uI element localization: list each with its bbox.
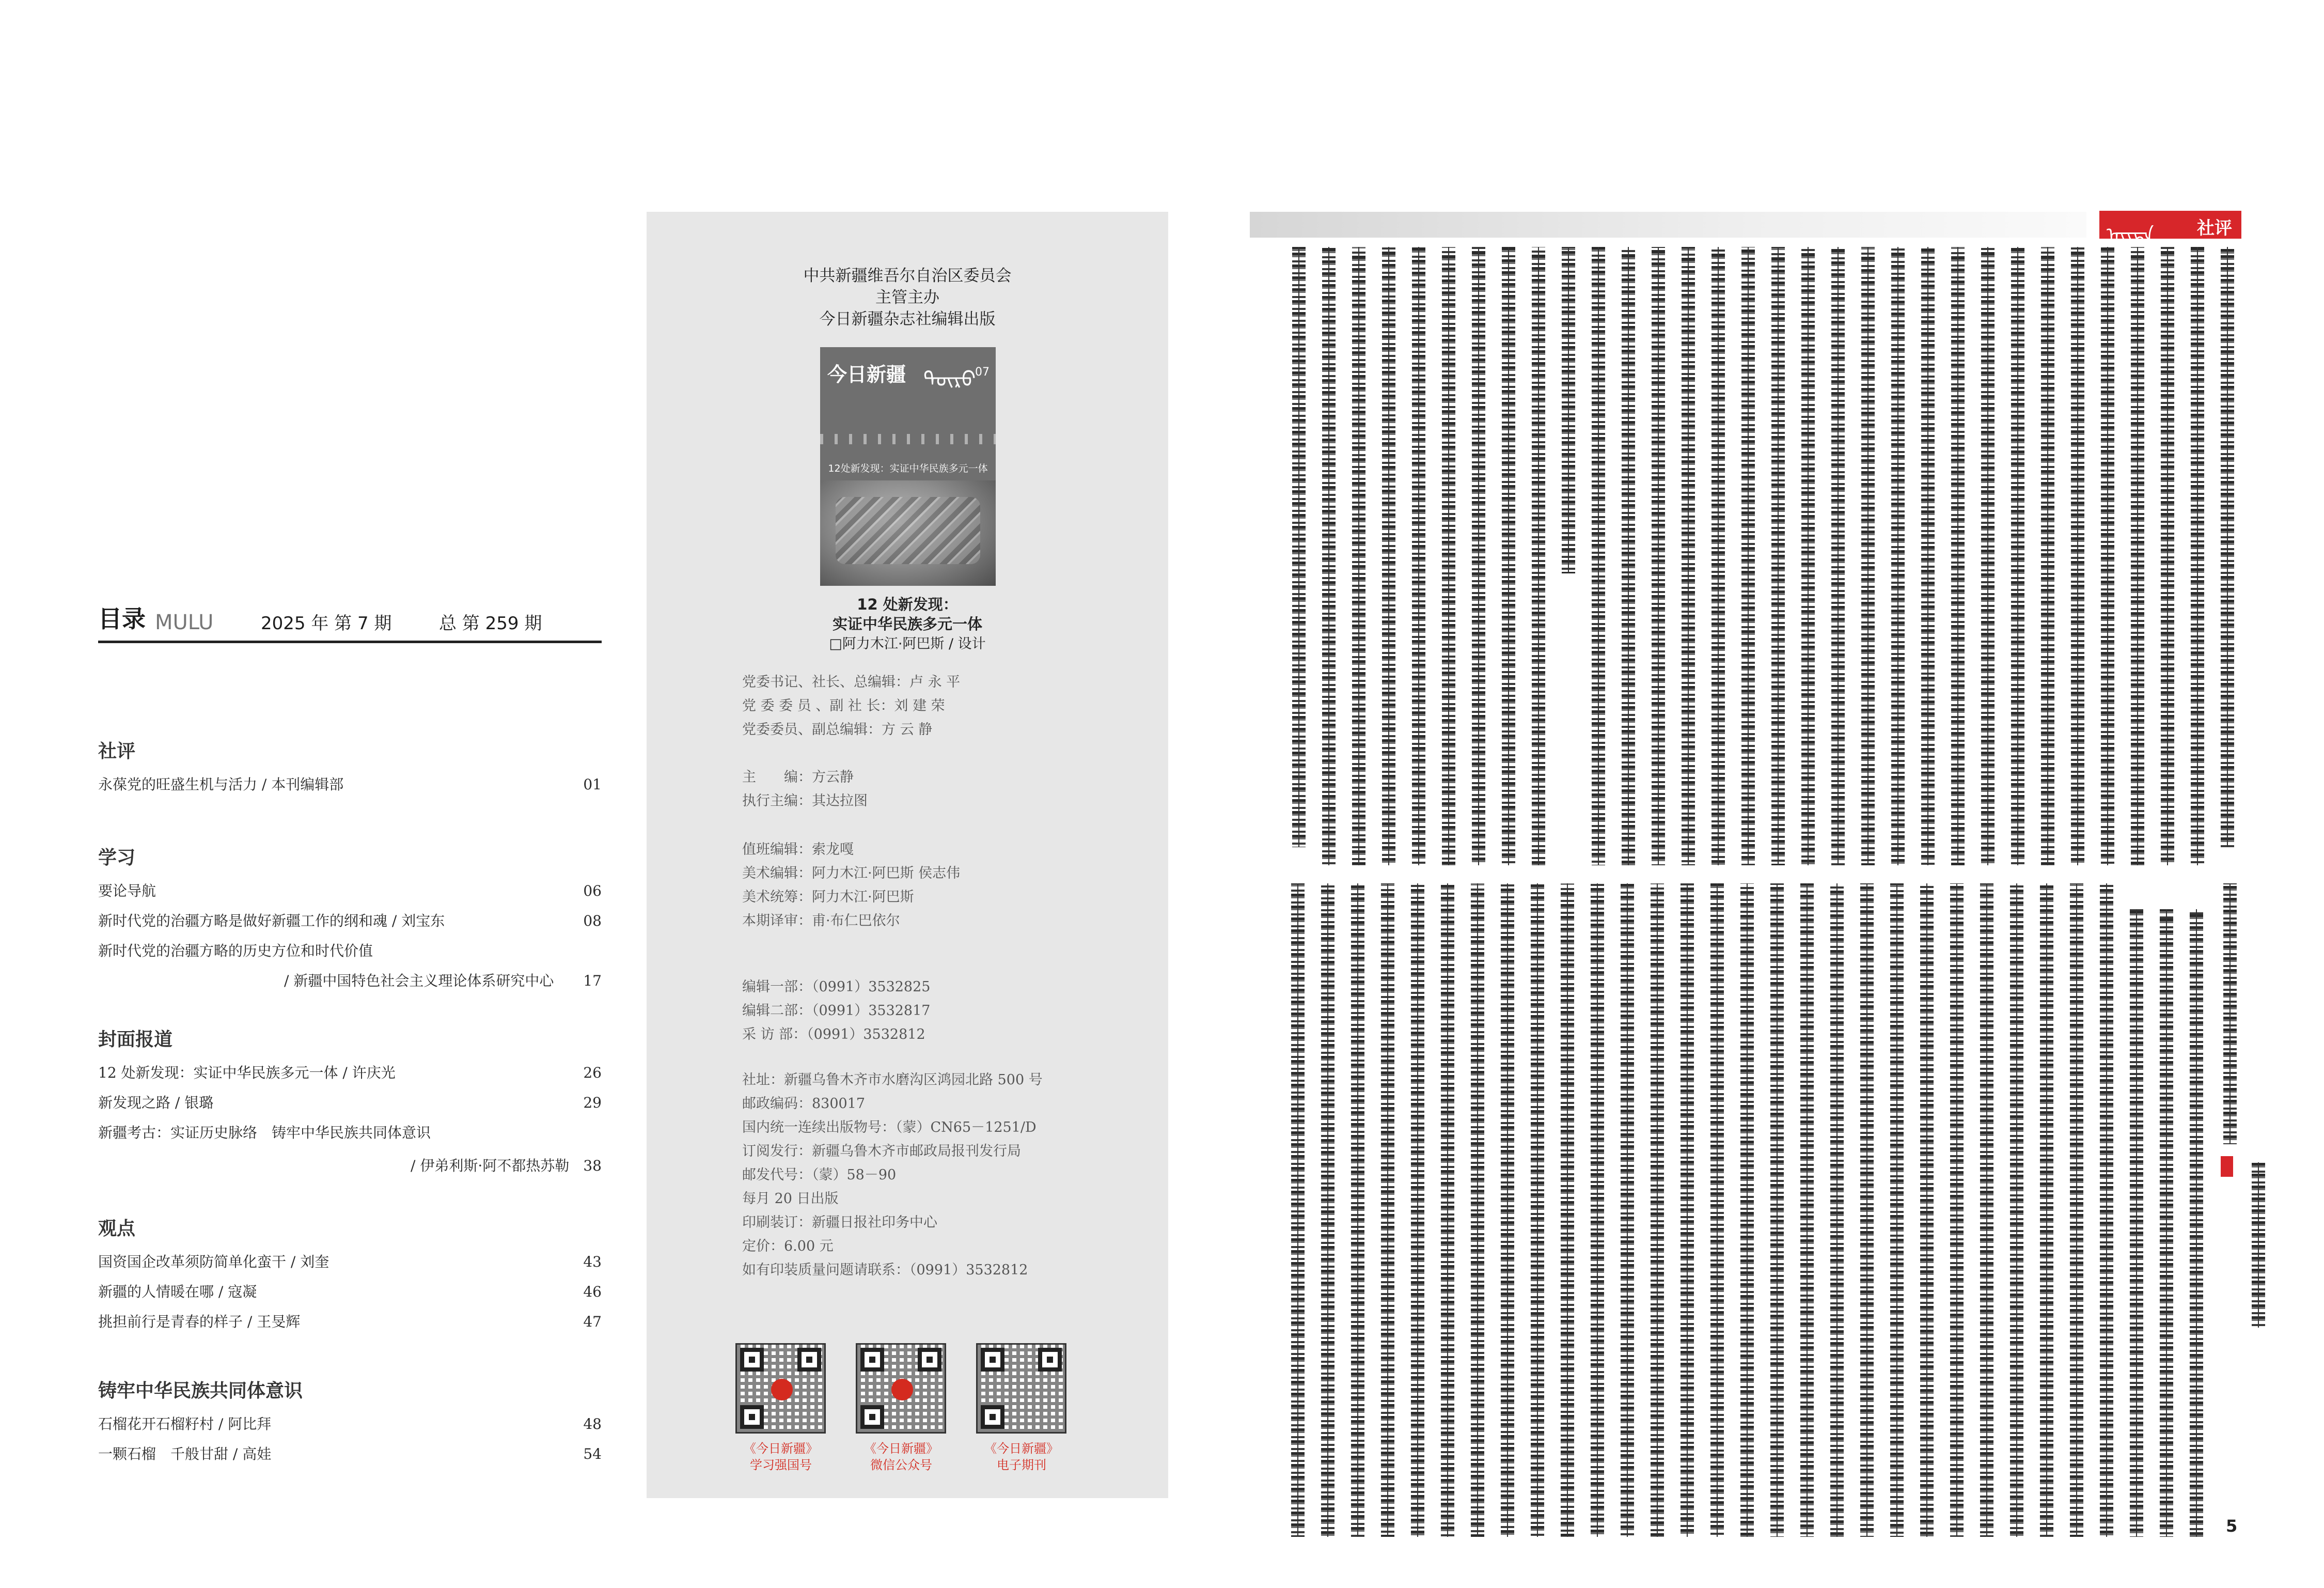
cover-headline: 12处新发现：实证中华民族多元一体: [828, 463, 988, 474]
toc-entry[interactable]: 永葆党的旺盛生机与活力 / 本刊编辑部 01: [98, 770, 602, 800]
text-column: [2252, 1162, 2265, 1328]
text-column: [1710, 883, 1724, 1537]
staff-line: 编辑一部：（0991）3532825: [742, 979, 931, 995]
toc-section: [98, 1373, 602, 1469]
masthead-panel: [647, 212, 1168, 1498]
qr-caption: 《今日新疆》 学习强国号: [744, 1441, 818, 1472]
page-ref: 08: [583, 912, 602, 929]
text-column: [1682, 247, 1695, 865]
staff-line: 印刷装订：新疆日报社印务中心: [742, 1215, 937, 1231]
text-column: [1381, 883, 1394, 1537]
cover-caption-line: 实证中华民族多元一体: [832, 615, 982, 633]
section-badge-mongolian: ᠨᠡᠶᠢᠲᠡ: [2107, 224, 2154, 245]
text-column: [1801, 247, 1815, 865]
text-column: [1502, 247, 1515, 865]
text-column: [1980, 883, 1993, 1537]
issue-number: 2025 年 第 7 期: [261, 613, 392, 634]
page-ref: 17: [583, 972, 602, 989]
toc-section: [98, 840, 602, 996]
cover-script-band: [820, 434, 996, 444]
toc-entry[interactable]: 12 处新发现：实证中华民族多元一体 / 许庆光 26: [98, 1058, 602, 1088]
toc-title-latin: MULU: [155, 611, 214, 634]
text-column: [1771, 247, 1785, 865]
toc-entry[interactable]: 新疆考古：实证历史脉络 铸牢中华民族共同体意识: [98, 1124, 431, 1141]
text-column: [1891, 247, 1905, 865]
staff-line: 本期译审：甫·布仁巴依尔: [742, 913, 900, 929]
toc-title: 目录: [98, 605, 146, 633]
staff-line: 执行主编：其达拉图: [742, 793, 868, 809]
page-ref: 54: [583, 1445, 602, 1462]
toc-entry[interactable]: / 新疆中国特色社会主义理论体系研究中心 17: [98, 966, 602, 996]
text-column: [2130, 909, 2143, 1537]
section-title: 铸牢中华民族共同体意识: [98, 1380, 303, 1402]
cover-ruins-texture: [836, 497, 980, 564]
text-column: [1651, 883, 1664, 1537]
total-issue-number: 总 第 259 期: [439, 613, 542, 634]
staff-line: 主 编：方云静: [742, 769, 854, 785]
text-column: [1622, 247, 1635, 865]
staff-line: 国内统一连续出版物号：（蒙）CN65－1251/D: [742, 1119, 1037, 1135]
staff-line: 党 委 委 员 、副 社 长：刘 建 荣: [742, 698, 945, 714]
toc-section: [98, 734, 602, 800]
text-column: [2161, 247, 2174, 865]
cover-thumbnail[interactable]: [820, 347, 996, 586]
staff-line: 编辑二部：（0991）3532817: [742, 1003, 931, 1019]
text-column: [1861, 247, 1875, 865]
toc-section: [98, 1211, 602, 1337]
cover-designer: □阿力木江·阿巴斯 / 设计: [829, 636, 986, 652]
page-ref: 29: [583, 1094, 602, 1111]
page-ref: 26: [583, 1064, 602, 1081]
text-column: [1472, 247, 1485, 865]
text-column: [1441, 883, 1454, 1537]
text-column: [1800, 883, 1814, 1537]
text-column: [1951, 247, 1965, 865]
page-ref: 48: [583, 1415, 602, 1433]
text-column: [2041, 247, 2054, 865]
text-column: [2131, 247, 2144, 865]
text-column: [1981, 247, 1995, 865]
staff-line: 定价：6.00 元: [742, 1238, 834, 1254]
text-column: [2101, 247, 2114, 865]
toc-entry[interactable]: 挑担前行是青春的样子 / 王旻辉 47: [98, 1307, 602, 1337]
text-column: [1652, 247, 1665, 865]
section-title: 封面报道: [98, 1029, 173, 1050]
publisher-line: 主管主办: [875, 288, 939, 307]
header-rule: [1250, 212, 2086, 238]
text-column: [1321, 883, 1334, 1537]
staff-line: 订阅发行：新疆乌鲁木齐市邮政局报刊发行局: [742, 1143, 1021, 1159]
text-column: [1831, 247, 1845, 865]
text-column: [1920, 883, 1934, 1537]
cover-caption-line: 12 处新发现：: [857, 596, 958, 613]
text-column: [1442, 247, 1455, 865]
table-of-contents: [98, 602, 602, 1469]
cover-logo: 今日新疆: [827, 363, 906, 386]
text-column: [2221, 247, 2234, 847]
qr-code-wechat[interactable]: [856, 1343, 946, 1434]
text-column: [2010, 883, 2023, 1537]
section-title: 社评: [98, 741, 136, 762]
title-marker: [2221, 1156, 2233, 1177]
text-column: [1532, 247, 1545, 865]
toc-entry[interactable]: 新时代党的治疆方略是做好新疆工作的纲和魂 / 刘宝东 08: [98, 906, 602, 936]
text-column: [1950, 883, 1964, 1537]
text-column: [1562, 247, 1575, 573]
text-column: [1591, 883, 1604, 1537]
staff-line: 美术统筹：阿力木江·阿巴斯: [742, 889, 914, 905]
qr-caption: 《今日新疆》 微信公众号: [864, 1441, 938, 1472]
text-column: [1921, 247, 1935, 865]
toc-entry[interactable]: 新时代党的治疆方略的历史方位和时代价值: [98, 942, 373, 959]
toc-section: [98, 1022, 602, 1181]
page-ref: 47: [583, 1313, 602, 1330]
toc-entry[interactable]: 新疆的人情暖在哪 / 寇凝 46: [98, 1277, 602, 1307]
staff-line: 党委委员、副总编辑：方 云 静: [742, 722, 933, 738]
qr-caption: 《今日新疆》 电子期刊: [984, 1441, 1059, 1472]
page-ref: 06: [583, 882, 602, 899]
text-column: [1322, 247, 1336, 865]
toc-entry[interactable]: / 伊弟利斯·阿不都热苏勒 38: [98, 1151, 602, 1181]
toc-entry[interactable]: 新发现之路 / 银璐 29: [98, 1088, 602, 1118]
text-column: [1382, 247, 1395, 865]
text-column: [2040, 883, 2053, 1537]
staff-line: 值班编辑：索龙嘎: [742, 842, 854, 858]
staff-line: 每月 20 日出版: [742, 1191, 839, 1207]
toc-entry[interactable]: 石榴花开石榴籽村 / 阿比拜 48: [98, 1409, 602, 1439]
staff-line: 党委书记、社长、总编辑：卢 永 平: [742, 674, 961, 690]
page-ref: 46: [583, 1283, 602, 1300]
text-column: [1292, 247, 1306, 847]
toc-entry[interactable]: 一颗石榴 千般甘甜 / 高娃 54: [98, 1439, 602, 1469]
text-column: [1561, 883, 1574, 1537]
toc-header: [98, 602, 602, 643]
section-badge: [2099, 211, 2241, 245]
page-ref: 43: [583, 1253, 602, 1270]
publisher-line: 今日新疆杂志社编辑出版: [819, 310, 996, 329]
qr-code-ejournal[interactable]: [976, 1343, 1066, 1434]
text-column: [2190, 909, 2203, 1537]
page-number: 5: [2226, 1516, 2238, 1536]
text-column: [1621, 883, 1634, 1537]
text-column: [1711, 247, 1725, 865]
publisher-line: 中共新疆维吾尔自治区委员会: [803, 267, 1012, 285]
text-column: [2160, 909, 2173, 1537]
text-column: [2071, 247, 2084, 865]
text-column: [1890, 883, 1904, 1537]
cover-logo-mongolian: ᠲᠥᠷᠦ: [923, 368, 976, 392]
text-column: [2011, 247, 2024, 865]
text-column: [1291, 883, 1305, 1537]
section-title: 观点: [98, 1218, 136, 1239]
text-column: [1501, 883, 1514, 1537]
text-column: [1830, 883, 1844, 1537]
text-column: [1741, 247, 1755, 865]
staff-line: 邮政编码：830017: [742, 1096, 866, 1112]
text-column: [1592, 247, 1605, 865]
qr-code-xuexi[interactable]: [735, 1343, 826, 1434]
text-column: [2223, 883, 2237, 1144]
staff-line: 社址：新疆乌鲁木齐市水磨沟区鸿园北路 500 号: [742, 1072, 1043, 1088]
text-column: [2070, 883, 2083, 1537]
text-column: [1471, 883, 1484, 1537]
text-column: [1411, 883, 1424, 1537]
staff-line: 美术编辑：阿力木江·阿巴斯 侯志伟: [742, 865, 961, 881]
text-column: [1740, 883, 1754, 1537]
text-column: [1352, 247, 1365, 865]
text-column: [1351, 883, 1364, 1537]
text-column: [1681, 883, 1694, 1537]
section-title: 学习: [98, 847, 136, 868]
text-column: [1531, 883, 1544, 1537]
text-column: [1770, 883, 1784, 1537]
page-ref: 01: [583, 776, 602, 793]
staff-line: 采 访 部：（0991）3532812: [742, 1026, 925, 1042]
staff-line: 邮发代号：（蒙）58－90: [742, 1167, 897, 1183]
toc-entry[interactable]: 国资国企改革须防简单化蛮干 / 刘奎 43: [98, 1247, 602, 1277]
cover-issue-number: 07: [975, 366, 990, 379]
staff-line: 如有印装质量问题请联系：（0991）3532812: [742, 1262, 1028, 1278]
text-column: [2191, 247, 2204, 865]
section-badge-label: 社评: [2197, 218, 2232, 239]
text-column: [2100, 883, 2113, 1537]
text-column: [1860, 883, 1874, 1537]
page-ref: 38: [583, 1157, 602, 1174]
toc-entry[interactable]: 要论导航 06: [98, 876, 602, 906]
text-column: [1412, 247, 1425, 865]
